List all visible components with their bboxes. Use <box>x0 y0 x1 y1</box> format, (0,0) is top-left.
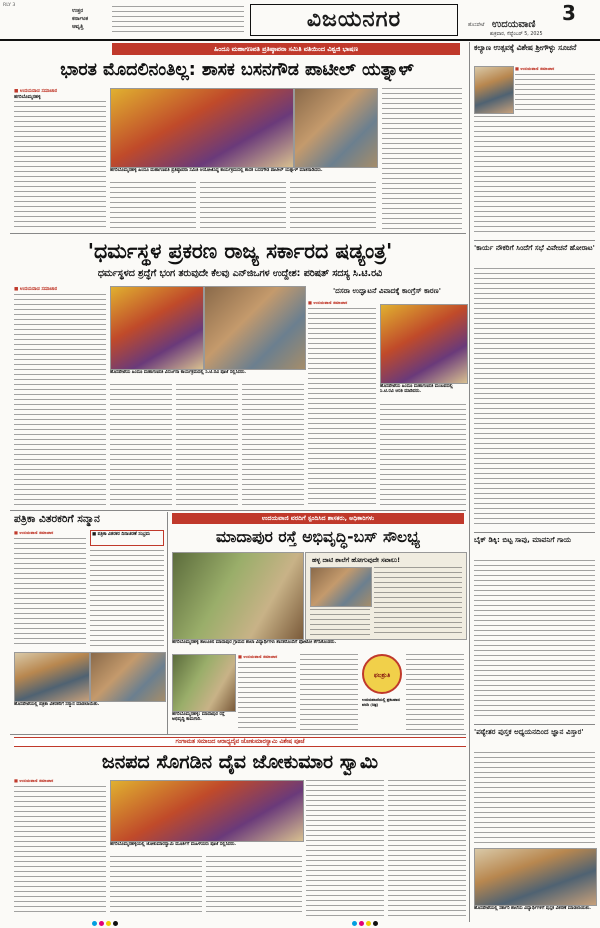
top-story-headline: ಭಾರತ ಮೊದಲಿನಂತಿಲ್ಲ: ಶಾಸಕ ಬಸನಗೌಡ ಪಾಟೀಲ್ ಯತ್ನಾಳ್ <box>60 60 414 80</box>
registration-dot <box>359 921 364 926</box>
dasara-photo <box>380 304 468 384</box>
registration-dot <box>106 921 111 926</box>
column-divider <box>167 512 168 734</box>
registration-dot <box>373 921 378 926</box>
madapura-caption-2: ಹಗರಿಬೊಮ್ಮನಹಳ್ಳಿ: ಮಾದಾಪುರ ರಸ್ತೆ ಅಭಿವೃದ್ಧಿ ಕಾಮಗಾರಿ. <box>172 712 225 723</box>
sidebar-photo-4 <box>474 848 597 906</box>
top-story-caption: ಹಗರಿಬೊಮ್ಮನಹಳ್ಳಿ ಹಿಂದೂ ಮಹಾಗಣಪತಿ ಪ್ರತಿಷ್ಠಾಪನಾ ಸಮಿತಿ ಆಯೋಜಿಸಿದ್ದ ಕಾರ್ಯಕ್ರಮದಲ್ಲಿ ಶಾಸಕ ಬಸನಗೌಡ ಪಾಟೀಲ್ ಯತ್ನಾಳ್ ಮಾತನಾಡಿದರು. <box>110 168 323 173</box>
edition-tagline: ಉತ್ತರ ಕರ್ನಾಟಕ ಆವೃತ್ತಿ <box>72 8 89 30</box>
bottom-column-5 <box>388 780 466 916</box>
madapura-photo-2 <box>172 654 236 712</box>
main-story-column-3 <box>176 384 238 506</box>
sidebar-text-2 <box>474 116 595 236</box>
top-story-photo <box>110 88 294 168</box>
madapura-column-2 <box>300 654 358 730</box>
madapura-clipping <box>305 552 467 640</box>
registration-dot <box>113 921 118 926</box>
section-title: ವಿಜಯನಗರ <box>250 4 458 36</box>
top-story-column-4 <box>290 182 376 229</box>
main-story-byline: ■ ಉದಯವಾಣಿ ಸಮಾಚಾರ <box>14 287 58 292</box>
page-ref: RLY 3 <box>3 3 16 8</box>
madapura-kicker: ಉದಯವಾಣಿ ವರದಿಗೆ ಸ್ಪಂದಿಸಿದ ಶಾಸಕರು, ಅಧಿಕಾರಿಗಳು <box>172 513 464 524</box>
divider <box>474 532 595 533</box>
madapura-column-1 <box>238 662 296 730</box>
sidebar-headline-1: ಕಲ್ಯಾಣ ಉತ್ಸವಕ್ಕೆ ವಿಶೇಷ ಶ್ರೀಗೌಳ್ಳು ಸೂಚನೆ <box>474 43 577 52</box>
press-byline: ■ ಉದಯವಾಣಿ ಸಮಾಚಾರ <box>14 530 54 535</box>
phalashruti-badge: ಫಲಶ್ರುತಿ <box>362 654 402 694</box>
registration-dot <box>352 921 357 926</box>
registration-dot <box>92 921 97 926</box>
dasara-column-1 <box>308 308 376 506</box>
divider <box>474 724 595 725</box>
bottom-column-2 <box>110 856 202 916</box>
clipping-photo <box>310 567 372 607</box>
top-story-column-3 <box>200 182 286 229</box>
sidebar-text-5 <box>474 752 595 844</box>
madapura-byline: ■ ಉದಯವಾಣಿ ಸಮಾಚಾರ <box>238 654 278 659</box>
top-story-column-5 <box>382 88 462 229</box>
madapura-photo-1 <box>172 552 304 640</box>
column-divider <box>469 42 470 922</box>
press-caption: ಹೊಸಪೇಟೆಯಲ್ಲಿ ಪತ್ರಿಕಾ ವಿತರಕರಿಗೆ ಸನ್ಮಾನ ಮಾಡಲಾಯಿತು. <box>14 702 100 707</box>
bottom-byline: ■ ಉದಯವಾಣಿ ಸಮಾಚಾರ <box>14 778 54 783</box>
madapura-column-3 <box>406 654 464 730</box>
clipping-caption: ಉದಯವಾಣಿಯಲ್ಲಿ ಪ್ರಕಟವಾದ ವರದಿ (ಚಿತ್ರ) <box>362 697 400 707</box>
clipping-title: ಹಳ್ಳ ದಾಟಿ ಶಾಲೆಗೆ ಹೋಗುವುದೇ ಸವಾಲು! <box>312 556 400 564</box>
top-story-photo-2 <box>294 88 378 168</box>
sidebar-text-4 <box>474 560 595 720</box>
clipping-text-2 <box>310 609 370 635</box>
dasara-column-2 <box>380 404 466 506</box>
main-story-headline: 'ಧರ್ಮಸ್ಥಳ ಪ್ರಕರಣ ರಾಜ್ಯ ಸರ್ಕಾರದ ಷಡ್ಯಂತ್ರ' <box>87 239 393 263</box>
dasara-caption: ಹೊಸಪೇಟೆಯ ಹಿಂದೂ ಮಹಾಗಣಪತಿ ಮಂಟಪದಲ್ಲಿ ಸಿ.ಟಿ.ರವಿ ಆರತಿ ಮಾಡಿದರು. <box>380 384 453 395</box>
bottom-column-1 <box>14 786 106 916</box>
top-story-kicker: ಹಿಂದೂ ಮಹಾಗಣಪತಿ ಪ್ರತಿಷ್ಠಾಪನಾ ಸಮಿತಿ ವತಿಯಿಂದ ವಿಶ್ವಜಿ ಭಾಷಣ <box>112 43 460 55</box>
main-story-column-1 <box>14 294 106 506</box>
clipping-text <box>374 567 462 635</box>
registration-dot <box>99 921 104 926</box>
top-story-dateline: ಹಗರಿಬೊಮ್ಮನಹಳ್ಳಿ <box>14 95 41 100</box>
sidebar-headline-4: 'ಪಠ್ಯೇತರ ಪುಸ್ತಕ ಅಧ್ಯಯನದಿಂದ ಜ್ಞಾನ ವಿಸ್ತಾರ' <box>474 727 584 736</box>
sidebar-caption-4: ಹೊಸಪೇಟೆಯಲ್ಲಿ ಸರ್ಕಾರಿ ಶಾಲೆಯ ವಿದ್ಯಾರ್ಥಿಗಳಿಗೆ ಪುಸ್ತಕ ವಿತರಣೆ ಮಾಡಲಾಯಿತು. <box>474 906 591 911</box>
main-story-photo-2 <box>204 286 306 370</box>
print-registration-strip <box>0 920 600 928</box>
divider <box>10 233 466 234</box>
paper-prefix: ಹೊಸಪೇಟೆ <box>468 23 485 28</box>
dasara-byline: ■ ಉದಯವಾಣಿ ಸಮಾಚಾರ <box>308 300 348 305</box>
divider <box>10 734 466 735</box>
top-story-byline: ■ ಉದಯವಾಣಿ ಸಮಾಚಾರ <box>14 89 58 94</box>
masthead-rule <box>0 39 600 41</box>
issue-date: ಶುಕ್ರವಾರ, ಸೆಪ್ಟೆಂಬರ್ 5, 2025 <box>490 32 543 37</box>
main-story-column-4 <box>242 384 304 506</box>
main-story-subhead: ಧರ್ಮಸ್ಥಳದ ಶ್ರದ್ಧೆಗೆ ಭಂಗ ತರುವುದೇ ಕೆಲವು ಎನ್‌ಜಿಒಗಳ ಉದ್ದೇಶ: ಪರಿಷತ್ ಸದಸ್ಯ ಸಿ.ಟಿ.ರವಿ <box>97 268 383 279</box>
dasara-headline: 'ದಸರಾ ಉದ್ಘಾಟನೆ ವಿವಾದಕ್ಕೆ ಕಾಂಗ್ರೆಸ್ ಕಾರಣ' <box>333 286 441 295</box>
press-box: ■ ಪತ್ರಿಕಾ ವಿತರಕರ ದಿನಾಚರಣೆ ಸಂಭ್ರಮ <box>90 530 164 546</box>
sidebar-text-1 <box>515 74 595 114</box>
press-headline: ಪತ್ರಿಕಾ ವಿತರಕರಿಗೆ ಸನ್ಮಾನ <box>14 513 100 525</box>
madapura-headline: ಮಾದಾಪುರ ರಸ್ತೆ ಅಭಿವೃದ್ಧಿ-ಬಸ್ ಸೌಲಭ್ಯ <box>216 528 420 546</box>
divider <box>474 240 595 241</box>
press-column-2 <box>90 550 164 648</box>
top-story-column-1 <box>14 101 106 229</box>
madapura-caption-1: ಹಗರಿಬೊಮ್ಮನಹಳ್ಳಿ ತಾಲೂಕಿನ ಮಾದಾಪುರ ಗ್ರಾಮದ ಶಾಲಾ ವಿದ್ಯಾರ್ಥಿಗಳು ಶಾಸಕರೊಂದಿಗೆ ಫೋಟೋ ತೆಗೆಸಿಕೊಂಡರು. <box>172 640 337 645</box>
press-photo-2 <box>90 652 166 702</box>
paper-name: ಉದಯವಾಣಿ <box>492 19 536 30</box>
press-column-1 <box>14 538 86 648</box>
press-photo-1 <box>14 652 90 702</box>
bottom-column-4 <box>306 780 384 916</box>
bottom-photo <box>110 780 304 842</box>
bottom-headline: ಜನಪದ ಸೊಗಡಿನ ದೈವ ಜೋಕುಮಾರ ಸ್ವಾಮಿ <box>101 751 379 773</box>
bottom-column-3 <box>206 856 302 916</box>
page-number: 3 <box>562 1 576 25</box>
bottom-kicker: ಗಂಗಾಮತ ಸಮಾಜದ ಆರಾಧ್ಯದೈವ ಜೋಕುಮಾರಸ್ವಾಮಿ ವಿಶೇಷ ಪೂಜೆ <box>14 737 466 747</box>
main-story-photo-1 <box>110 286 204 370</box>
sidebar-headline-3: ಬೈಕ್ ಡಿಕ್ಕಿ: ಬಿಟ್ಟ ಸಾವು, ಮಾವನಿಗೆ ಗಾಯ <box>474 535 572 544</box>
bottom-caption: ಹಗರಿಬೊಮ್ಮನಹಳ್ಳಿಯಲ್ಲಿ ಜೋಕುಮಾರಸ್ವಾಮಿ ಮೂರ್ತಿಗೆ ಮಹಿಳೆಯರು ಪೂಜೆ ಸಲ್ಲಿಸಿದರು. <box>110 842 237 847</box>
divider <box>10 510 466 511</box>
main-story-caption: ಹೊಸಪೇಟೆಯ ಹಿಂದೂ ಮಹಾಗಣಪತಿ ವಿಸರ್ಜನಾ ಕಾರ್ಯಕ್ರಮದಲ್ಲಿ ಸಿ.ಟಿ.ರವಿ ಪೂಜೆ ಸಲ್ಲಿಸಿದರು. <box>110 370 247 375</box>
sidebar-headline-2: 'ಕಾರ್ಯ ನೌಕರಿಗೆ ಸಿಂದೆಗೆ ಸಭೆ ವಿವೇಚನೆ ಹೋರಾಟ' <box>474 243 595 252</box>
top-story-column-2 <box>110 182 196 229</box>
registration-dot <box>366 921 371 926</box>
masthead <box>0 0 600 40</box>
sidebar-portrait <box>474 66 514 114</box>
sidebar-byline: ■ ಉದಯವಾಣಿ ಸಮಾಚಾರ <box>515 66 555 71</box>
sidebar-text-3 <box>474 268 595 528</box>
main-story-column-2 <box>110 384 172 506</box>
masthead-intro-text <box>112 6 244 34</box>
